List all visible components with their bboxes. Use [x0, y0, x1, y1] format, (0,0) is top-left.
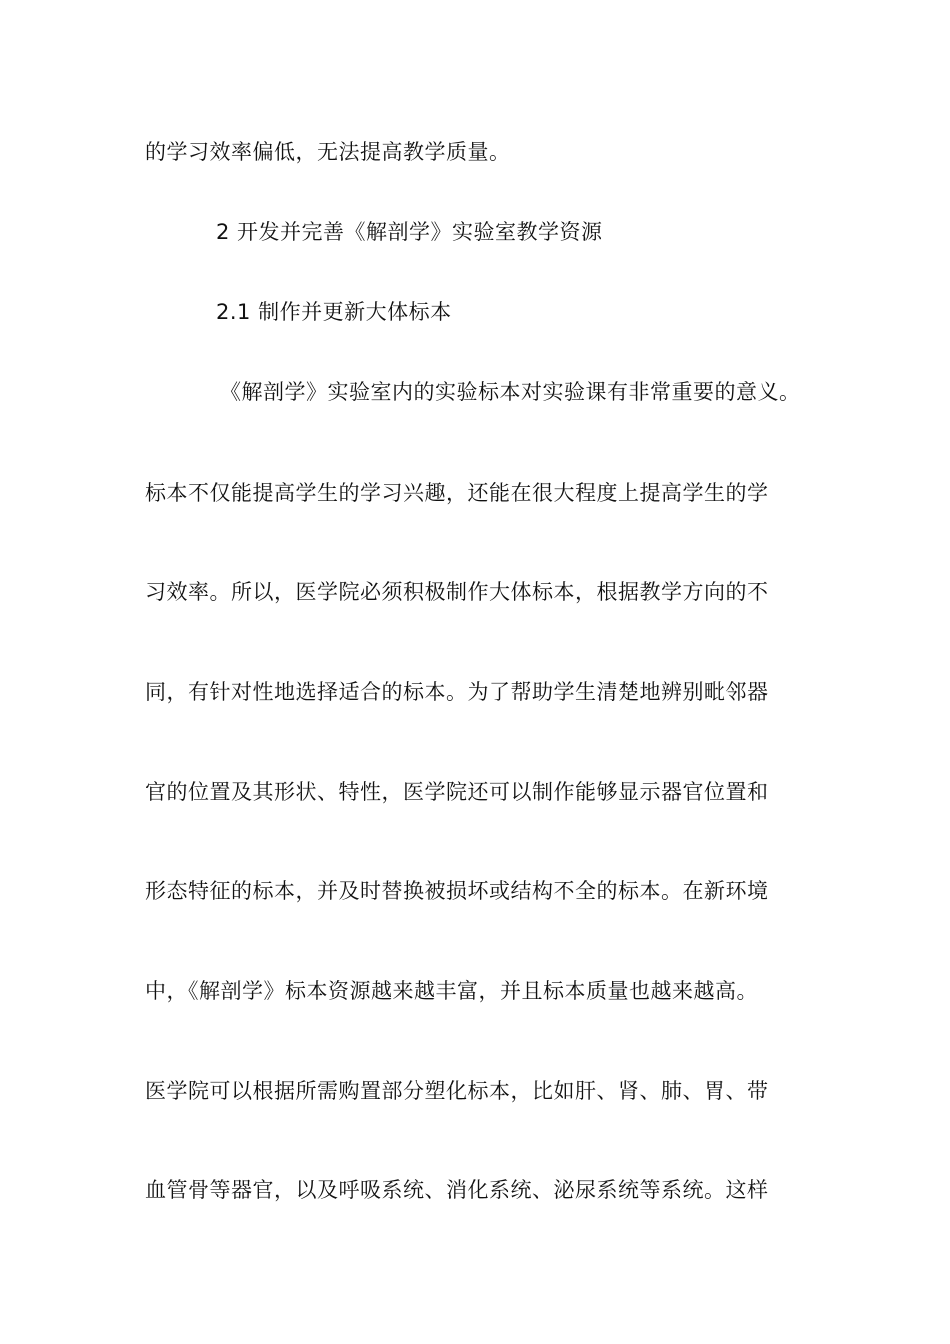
paragraph-line: 形态特征的标本，并及时替换被损坏或结构不全的标本。在新环境 [145, 879, 769, 903]
paragraph-line: 医学院可以根据所需购置部分塑化标本，比如肝、肾、肺、胃、带 [145, 1079, 769, 1103]
paragraph-line: 同，有针对性地选择适合的标本。为了帮助学生清楚地辨别毗邻器 [145, 680, 769, 704]
subsection-heading: 2.1 制作并更新大体标本 [216, 300, 452, 324]
paragraph-line: 习效率。所以，医学院必须积极制作大体标本，根据教学方向的不 [145, 580, 769, 604]
paragraph-line: 官的位置及其形状、特性，医学院还可以制作能够显示器官位置和 [145, 780, 769, 804]
paragraph-line: 标本不仅能提高学生的学习兴趣，还能在很大程度上提高学生的学 [145, 481, 769, 505]
section-heading: 2 开发并完善《解剖学》实验室教学资源 [216, 220, 603, 244]
paragraph-line: 血管骨等器官，以及呼吸系统、消化系统、泌尿系统等系统。这样 [145, 1178, 769, 1202]
paragraph-line: 中，《解剖学》标本资源越来越丰富，并且标本质量也越来越高。 [145, 979, 758, 1003]
paragraph-line: 的学习效率偏低，无法提高教学质量。 [145, 140, 511, 164]
paragraph-line: 《解剖学》实验室内的实验标本对实验课有非常重要的意义。 [220, 380, 801, 404]
